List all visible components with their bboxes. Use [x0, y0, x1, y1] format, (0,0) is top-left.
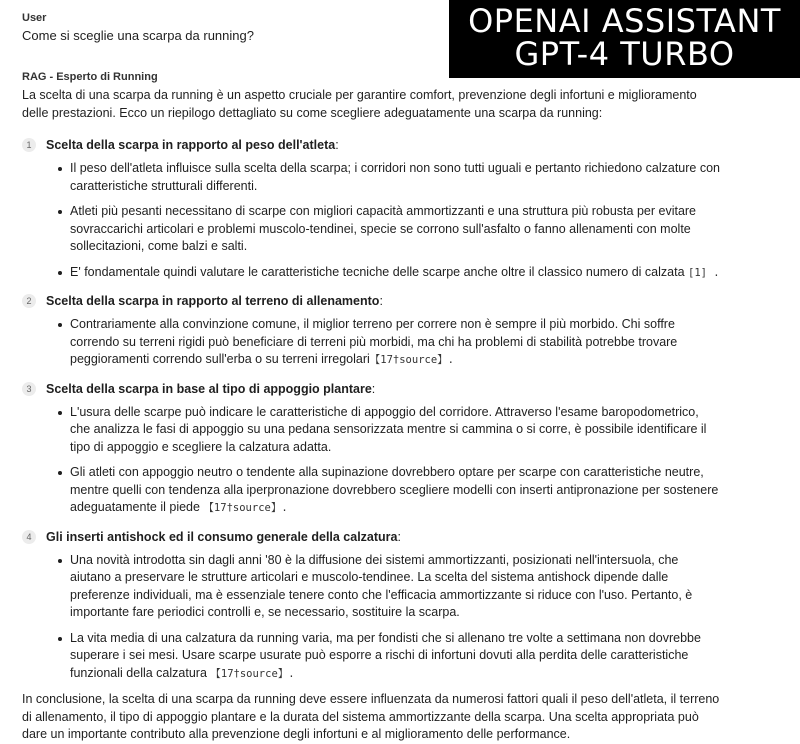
section-title: Gli inserti antishock ed il consumo generale della calzatura: [46, 529, 398, 544]
section-number-badge: 4: [22, 530, 36, 544]
list-item: Gli atleti con appoggio neutro o tendente alla supinazione dovrebbero optare per scarpe con caratteristiche neutre, mentre quelli con tendenza alla iperpronazione dovrebbero scegliere modelli con inserti antipronazione per sostenere adeguatamente il piede 【17†source】.: [70, 464, 722, 518]
section-2: [22, 290, 722, 370]
conclusion-paragraph: In conclusione, la scelta di una scarpa da running deve essere influenzata da numerosi fattori quali il peso dell'atleta, il terreno di allenamento, il tipo di appoggio plantare e la durata del sistema ammortizzante della scarpa. Una scelta appropriata può dare un importante contributo alla prevenzione degli infortuni e al miglioramento delle performance.: [22, 692, 720, 741]
intro-paragraph: La scelta di una scarpa da running è un aspetto cruciale per garantire comfort, prevenzione degli infortuni e miglioramento delle prestazioni. Ecco un riepilogo dettagliato su come scegliere adeguatamente una scarpa da running:: [22, 88, 697, 120]
section-4: [22, 526, 722, 684]
assistant-message: [22, 87, 722, 744]
list-item: E' fondamentale quindi valutare le caratteristiche tecniche delle scarpe anche oltre il classico numero di calzata [1] .: [70, 264, 722, 283]
watermark-banner: [449, 0, 800, 78]
assistant-role-label: RAG - Esperto di Running: [22, 71, 158, 83]
citation-link[interactable]: [1] .: [688, 266, 720, 279]
section-title: Scelta della scarpa in base al tipo di appoggio plantare: [46, 381, 372, 396]
list-item: Contrariamente alla convinzione comune, il miglior terreno per correre non è sempre il più morbido. Chi soffre correndo su terreni rigidi può beneficiare di terreni più morbidi, ma chi ha problemi di stabilità potrebbe trovare peggioramenti correndo sull'erba o su terreni irregolari【17†source】.: [70, 316, 722, 370]
watermark-line-1: OPENAI ASSISTANT: [468, 2, 781, 40]
user-role-label: User: [22, 12, 47, 24]
section-number-badge: 3: [22, 382, 36, 396]
section-heading: 4 Gli inserti antishock ed il consumo generale della calzatura:: [22, 526, 722, 548]
section-title: Scelta della scarpa in rapporto al terreno di allenamento: [46, 294, 380, 308]
bullet-list: [22, 552, 722, 684]
section-title: Scelta della scarpa in rapporto al peso dell'atleta: [46, 138, 336, 152]
section-heading: 3 Scelta della scarpa in base al tipo di appoggio plantare:: [22, 378, 722, 400]
section-heading: 1 Scelta della scarpa in rapporto al peso dell'atleta:: [22, 134, 722, 156]
list-item: Atleti più pesanti necessitano di scarpe con migliori capacità ammortizzanti e una struttura più robusta per evitare sovraccarichi articolari e problemi muscolo-tendinei, specie se corrono sull'asfalto o fanno allenamenti con molte sollecitazioni, come balzi e salti.: [70, 203, 722, 256]
section-heading: 2 Scelta della scarpa in rapporto al terreno di allenamento:: [22, 290, 722, 312]
citation-link[interactable]: 【17†source】.: [369, 354, 454, 366]
section-number-badge: 2: [22, 294, 36, 308]
list-item: Il peso dell'atleta influisce sulla scelta della scarpa; i corridori non sono tutti uguali e pertanto richiedono calzature con caratteristiche strutturali differenti.: [70, 160, 722, 195]
section-3: [22, 378, 722, 518]
section-number-badge: 1: [22, 138, 36, 152]
list-item: La vita media di una calzatura da running varia, ma per fondisti che si allenano tre volte a settimana non dovrebbe superare i sei mesi. Usare scarpe usurate può esporre a rischi di infortuni dovuti alla perdita delle caratteristiche funzionali della calzatura 【17†source】.: [70, 630, 722, 684]
bullet-list: [22, 160, 722, 282]
citation-link[interactable]: 【17†source】.: [203, 502, 288, 514]
list-item: Una novità introdotta sin dagli anni '80 è la diffusione dei sistemi ammortizzanti, posizionati nell'intersuola, che aiutano a preservare le strutture articolari e muscolo-tendinee. La scelta del sistema antishock dipende dalle preferenze individuali, ma è essenziale tenere conto che l'efficacia ammortizzante si riduce con l'uso. Pertanto, è importante fare periodici controlli e, se necessario, sostituire la scarpa.: [70, 552, 722, 622]
user-message: Come si sceglie una scarpa da running?: [22, 28, 254, 43]
list-item: L'usura delle scarpe può indicare le caratteristiche di appoggio del corridore. Attraverso l'esame baropodometrico, che analizza le fasi di appoggio su una pedana sensorizzata mentre si cammina o si corre, è possibile identificare il tipo di appoggio e scegliere la calzatura adatta.: [70, 404, 722, 457]
citation-link[interactable]: 【17†source】.: [210, 667, 295, 680]
watermark-line-2: GPT-4 TURBO: [514, 35, 735, 73]
bullet-list: [22, 316, 722, 370]
bullet-list: [22, 404, 722, 518]
section-1: [22, 134, 722, 282]
